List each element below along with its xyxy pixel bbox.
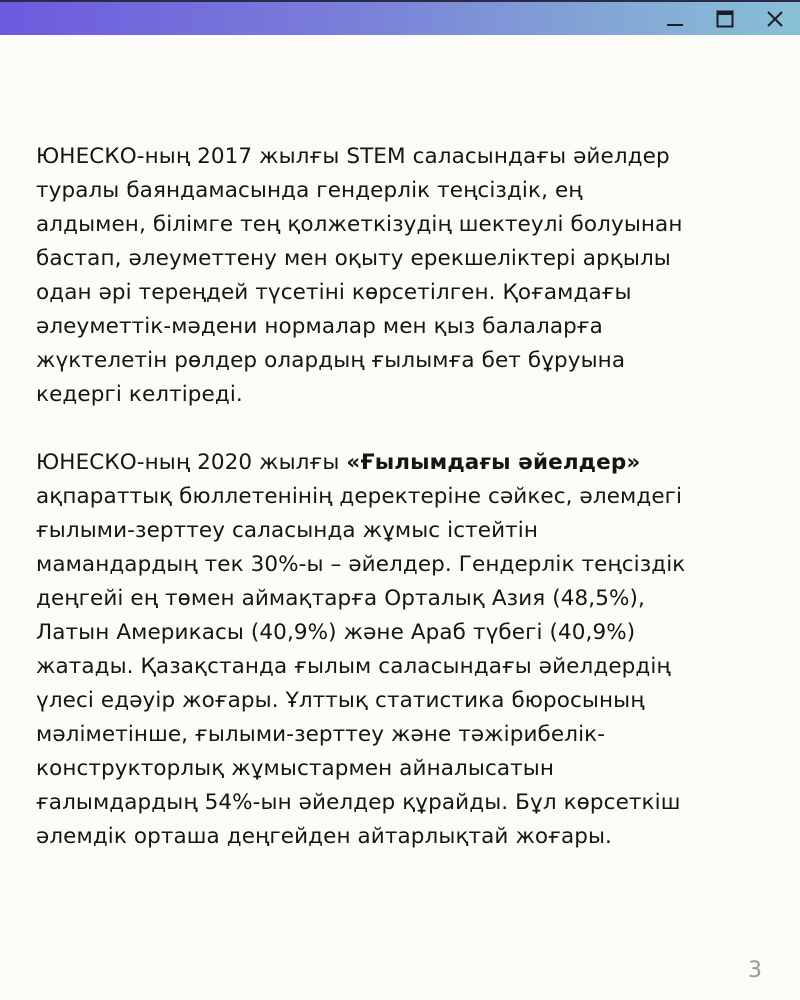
text-prefix: ЮНЕСКО-ның 2020 жылғы (36, 450, 347, 475)
text-line: үлесі едәуір жоғары. Ұлттық статистика бюросының (36, 688, 645, 713)
text-line: әлемдік орташа деңгейден айтарлықтай жоғары. (36, 824, 612, 849)
paragraph-2 (36, 446, 776, 854)
close-button[interactable] (750, 2, 800, 35)
maximize-icon (716, 10, 734, 28)
maximize-button[interactable] (700, 2, 750, 35)
text-line: ақпараттық бюллетенінің деректеріне сәйкес, әлемдегі (36, 484, 683, 509)
text-line (36, 446, 776, 480)
close-icon (766, 10, 784, 28)
minimize-button[interactable] (650, 2, 700, 35)
window-controls (650, 2, 800, 35)
paragraph-1 (36, 140, 776, 412)
bulletin-title: «Ғылымдағы әйелдер» (346, 450, 641, 475)
text-line: мамандардың тек 30%-ы – әйелдер. Гендерлік теңсіздік (36, 552, 686, 577)
text-line: алдымен, білімге тең қолжеткізудің шектеулі болуынан (36, 212, 683, 237)
text-line: одан әрі тереңдей түсетіні көрсетілген. Қоғамдағы (36, 280, 632, 305)
text-line: бастап, әлеуметтену мен оқыту ерекшеліктері арқылы (36, 246, 671, 271)
text-line: кедергі келтіреді. (36, 382, 243, 407)
text-line: мәліметінше, ғылыми-зерттеу және тәжірибелік- (36, 722, 606, 747)
text-line: жүктелетін рөлдер олардың ғылымға бет бұруына (36, 348, 626, 373)
minimize-icon (666, 10, 684, 28)
text-line: ЮНЕСКО-ның 2017 жылғы STEM саласындағы әйелдер (36, 144, 670, 169)
text-line: туралы баяндамасында гендерлік теңсіздік, ең (36, 178, 583, 203)
text-line: ғылыми-зерттеу саласында жұмыс істейтін (36, 518, 539, 543)
title-bar[interactable] (0, 0, 800, 35)
document-body (36, 140, 776, 888)
text-line: деңгейі ең төмен аймақтарға Орталық Азия (48,5%), (36, 586, 645, 611)
text-line: конструкторлық жұмыстармен айналысатын (36, 756, 555, 781)
text-line: Латын Америкасы (40,9%) және Араб түбегі (40,9%) (36, 620, 636, 645)
text-line: ғалымдардың 54%-ын әйелдер құрайды. Бұл көрсеткіш (36, 790, 681, 815)
text-line: жатады. Қазақстанда ғылым саласындағы әйелдердің (36, 654, 671, 679)
text-line: әлеуметтік-мәдени нормалар мен қыз балаларға (36, 314, 603, 339)
page-number: 3 (748, 958, 762, 983)
